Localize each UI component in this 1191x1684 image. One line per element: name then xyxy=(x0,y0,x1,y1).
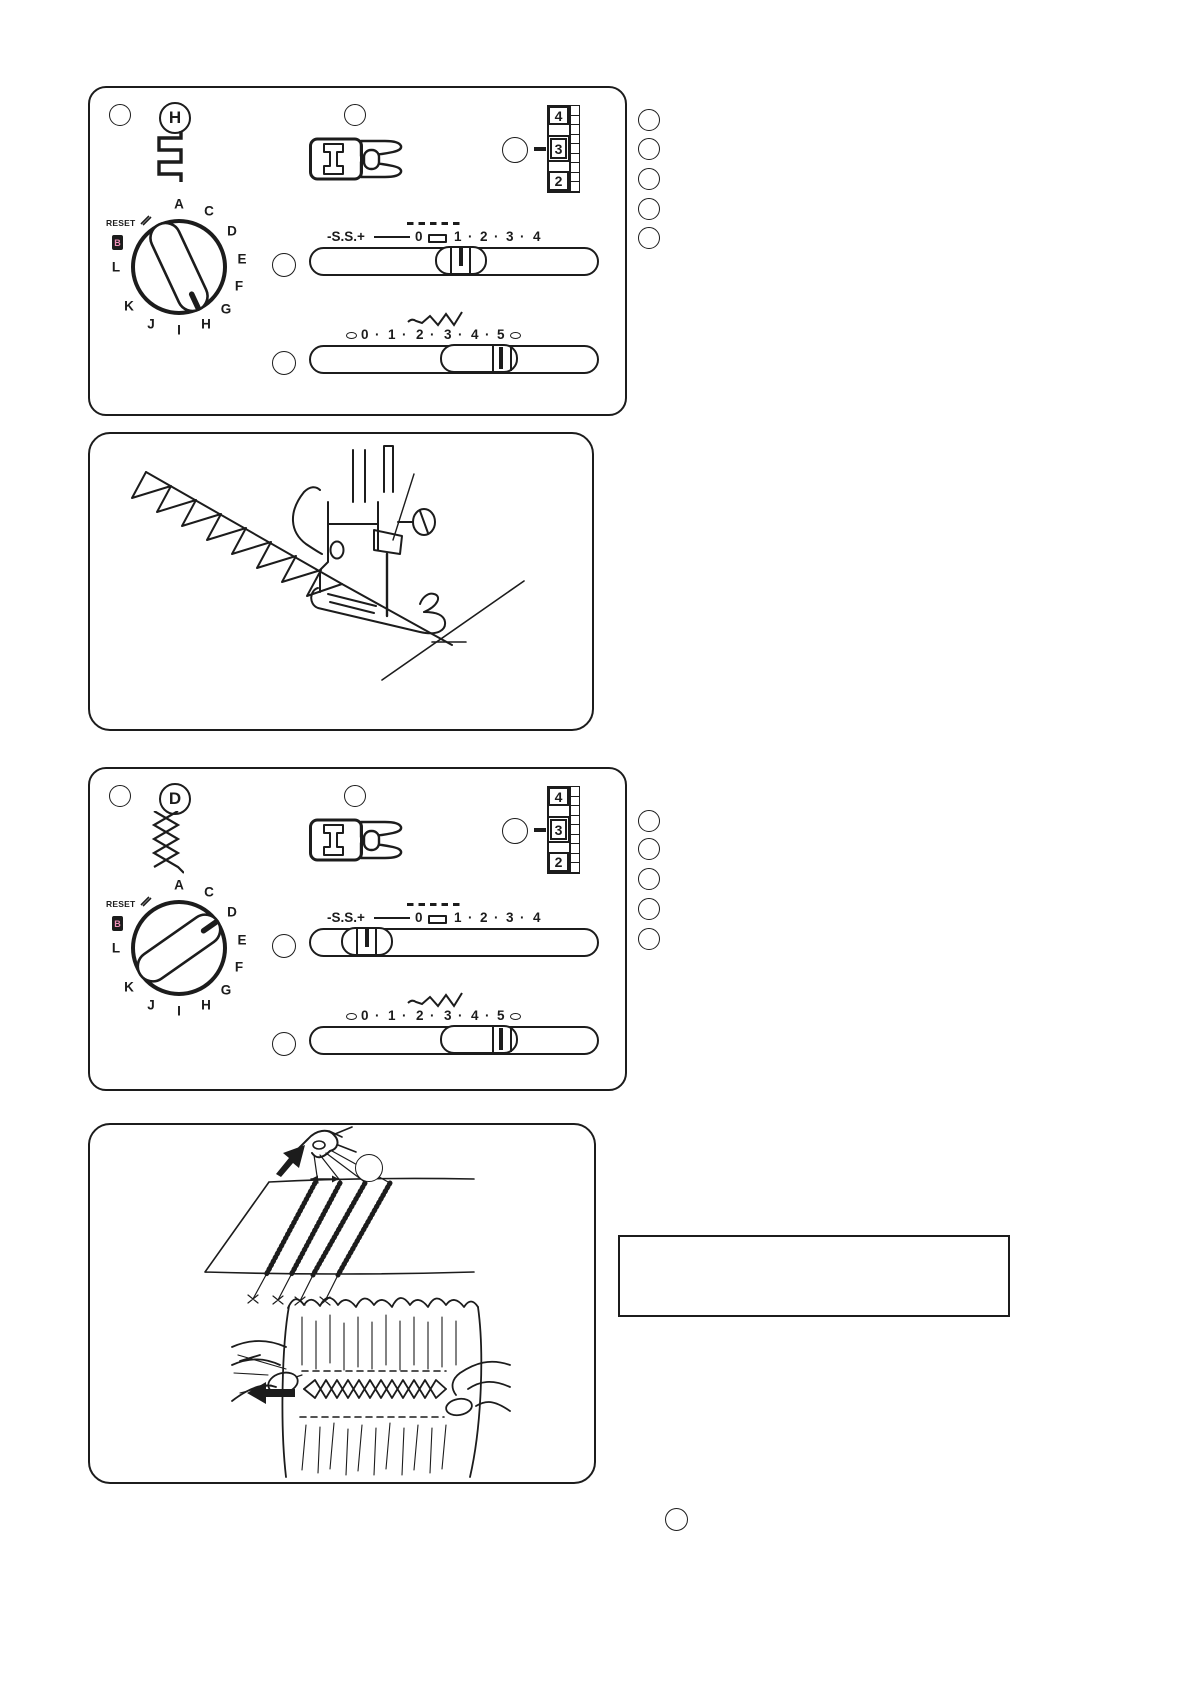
tension-value-3: 3 xyxy=(550,138,567,159)
dial-letter: I xyxy=(177,322,181,338)
callout-pointer-line xyxy=(534,147,546,151)
dot-separator: · xyxy=(375,1008,380,1023)
width-tick: 0 xyxy=(361,1008,369,1023)
tension-value-3: 3 xyxy=(550,819,567,840)
callout-circle xyxy=(355,1154,383,1182)
callout-circle xyxy=(344,785,366,807)
length-scale-line xyxy=(374,917,410,919)
dot-separator: · xyxy=(402,1008,407,1023)
stitch-letter: D xyxy=(168,789,182,808)
pull-direction-arrow-icon xyxy=(273,1143,309,1177)
dial-letter: J xyxy=(147,316,155,332)
dot-separator: · xyxy=(375,327,380,342)
dot-separator: · xyxy=(520,229,525,244)
callout-pointer-line xyxy=(534,828,546,832)
length-tick: 3 xyxy=(506,229,514,244)
dial-letter-b: B xyxy=(114,237,121,248)
tension-value-2: 2 xyxy=(548,852,569,872)
dot-separator: · xyxy=(458,327,463,342)
width-tick: 2 xyxy=(416,1008,424,1023)
length-tick-0: 0 xyxy=(415,229,423,244)
pattern-selector-dial xyxy=(99,868,259,1028)
dial-letter: F xyxy=(234,959,244,975)
dial-letter: C xyxy=(204,203,214,219)
callout-circle xyxy=(272,934,296,958)
callout-circle xyxy=(638,168,660,190)
dial-letter: E xyxy=(237,932,247,948)
dial-letter-b-box xyxy=(112,916,123,931)
dial-letter: A xyxy=(174,196,184,212)
dial-letter: E xyxy=(237,251,247,267)
width-max-oval xyxy=(510,1013,521,1020)
callout-circle xyxy=(502,137,528,163)
tension-dial-indicator xyxy=(547,105,581,193)
length-dash-marks xyxy=(407,222,464,225)
settings-panel-d xyxy=(88,767,627,1091)
width-min-oval xyxy=(346,1013,357,1020)
dot-separator: · xyxy=(494,910,499,925)
callout-circle xyxy=(638,810,660,832)
tension-tick-strip xyxy=(570,786,580,874)
callout-circle xyxy=(638,138,660,160)
length-ss-label: -S.S.+ xyxy=(327,229,365,244)
length-scale-line xyxy=(374,236,410,238)
length-ss-label: -S.S.+ xyxy=(327,910,365,925)
presser-foot-icon xyxy=(309,818,403,862)
dial-letter: F xyxy=(234,278,244,294)
width-tick: 2 xyxy=(416,327,424,342)
length-box-glyph xyxy=(428,915,447,924)
length-tick: 4 xyxy=(533,229,541,244)
length-tick: 1 xyxy=(454,910,462,925)
length-tick: 3 xyxy=(506,910,514,925)
dial-letter: L xyxy=(111,940,121,956)
width-tick: 4 xyxy=(471,1008,479,1023)
callout-circle xyxy=(638,928,660,950)
reset-mark-icon xyxy=(140,214,152,226)
dial-letter: H xyxy=(201,316,211,332)
stitch-letter: H xyxy=(168,108,182,127)
tension-value-4: 4 xyxy=(548,106,569,125)
dot-separator: · xyxy=(520,910,525,925)
dial-letter: K xyxy=(124,979,134,995)
dial-letter: K xyxy=(124,298,134,314)
callout-circle xyxy=(638,898,660,920)
width-tick: 0 xyxy=(361,327,369,342)
width-tick: 3 xyxy=(444,1008,452,1023)
width-max-oval xyxy=(510,332,521,339)
stitch-length-knob xyxy=(435,246,487,275)
length-tick-0: 0 xyxy=(415,910,423,925)
dot-separator: · xyxy=(485,1008,490,1023)
dial-letter: G xyxy=(220,301,232,317)
dial-letter: L xyxy=(111,259,121,275)
callout-circle xyxy=(272,351,296,375)
dot-separator: · xyxy=(485,327,490,342)
length-tick: 1 xyxy=(454,229,462,244)
tension-dial-indicator xyxy=(547,786,581,874)
dot-separator: · xyxy=(494,229,499,244)
stitch-length-slider-track xyxy=(309,928,599,957)
stitch-width-knob xyxy=(440,344,518,373)
smocking-stitch-icon xyxy=(148,811,184,875)
length-tick: 2 xyxy=(480,229,488,244)
length-tick: 2 xyxy=(480,910,488,925)
dial-letter: G xyxy=(220,982,232,998)
overcasting-illustration xyxy=(90,434,592,729)
width-tick: 1 xyxy=(388,327,396,342)
callout-circle xyxy=(109,104,131,126)
callout-circle xyxy=(638,227,660,249)
zigzag-stitch-icon xyxy=(156,130,184,184)
pattern-selector-dial xyxy=(99,187,259,347)
dial-letter-b-box xyxy=(112,235,123,250)
width-min-oval xyxy=(346,332,357,339)
note-box xyxy=(618,1235,1010,1317)
stitch-width-slider-track xyxy=(309,345,599,374)
length-box-glyph xyxy=(428,234,447,243)
stitch-length-slider-track xyxy=(309,247,599,276)
dot-separator: · xyxy=(468,229,473,244)
width-tick: 4 xyxy=(471,327,479,342)
width-tick: 5 xyxy=(497,327,505,342)
length-tick: 4 xyxy=(533,910,541,925)
reset-mark-icon xyxy=(140,895,152,907)
dial-letter-b: B xyxy=(114,918,121,929)
dot-separator: · xyxy=(468,910,473,925)
width-tick: 5 xyxy=(497,1008,505,1023)
dot-separator: · xyxy=(430,1008,435,1023)
dot-separator: · xyxy=(458,1008,463,1023)
dial-letter: A xyxy=(174,877,184,893)
dial-letter: C xyxy=(204,884,214,900)
tension-value-4: 4 xyxy=(548,787,569,806)
callout-circle xyxy=(638,109,660,131)
dial-letter: J xyxy=(147,997,155,1013)
tension-value-2: 2 xyxy=(548,171,569,191)
dial-letter: H xyxy=(201,997,211,1013)
length-dash-marks xyxy=(407,903,464,906)
tension-tick-strip xyxy=(570,105,580,193)
stitch-length-knob xyxy=(341,927,393,956)
width-tick: 1 xyxy=(388,1008,396,1023)
dial-reset-label: RESET xyxy=(106,899,136,909)
dot-separator: · xyxy=(430,327,435,342)
figure-shirring xyxy=(88,1123,596,1484)
width-tick: 3 xyxy=(444,327,452,342)
dial-letter: I xyxy=(177,1003,181,1019)
callout-circle xyxy=(272,1032,296,1056)
zigzag-width-icon xyxy=(407,310,465,328)
callout-circle xyxy=(272,253,296,277)
stitch-width-knob xyxy=(440,1025,518,1054)
callout-circle xyxy=(638,838,660,860)
dot-separator: · xyxy=(402,327,407,342)
dial-letter: D xyxy=(227,904,237,920)
callout-circle xyxy=(109,785,131,807)
callout-circle xyxy=(344,104,366,126)
settings-panel-h xyxy=(88,86,627,416)
dial-letter: D xyxy=(227,223,237,239)
callout-circle xyxy=(638,198,660,220)
callout-circle xyxy=(638,868,660,890)
shirring-illustration xyxy=(90,1125,594,1482)
stitch-width-slider-track xyxy=(309,1026,599,1055)
zigzag-width-icon xyxy=(407,991,465,1009)
dial-reset-label: RESET xyxy=(106,218,136,228)
figure-overcasting xyxy=(88,432,594,731)
callout-circle xyxy=(665,1508,688,1531)
callout-circle xyxy=(502,818,528,844)
presser-foot-icon xyxy=(309,137,403,181)
